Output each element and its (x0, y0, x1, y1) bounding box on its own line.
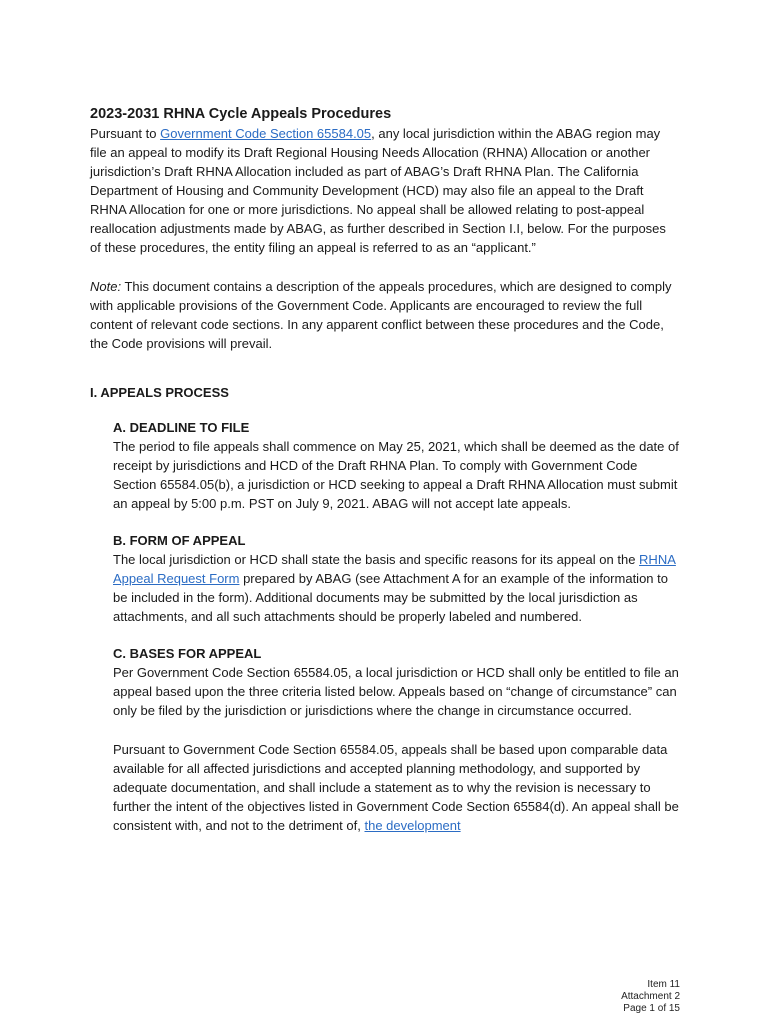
bases-text-start: Pursuant to Government Code Section 65584.05, appeals shall be based upon comparable data available for all affected jurisdictions and accepted planning methodology, and supported by adequate documentation, and shall include a statement as to why the revision is necessary to further the intent of the objectives listed in Government Code Section 65584(d). An appeal shall be consistent with, and not to the detriment of, (113, 742, 679, 833)
page-title: 2023-2031 RHNA Cycle Appeals Procedures (90, 106, 392, 122)
page-footer (621, 979, 680, 1015)
intro-text-start: Pursuant to (90, 126, 161, 141)
government-code-link[interactable]: Government Code Section 65584.05 (160, 126, 372, 141)
note-label: Note: (90, 279, 122, 294)
section-appeals-process (113, 418, 680, 835)
footer-item: Item 11 (647, 979, 680, 990)
form-text-rest: prepared by ABAG (see Attachment A for an example of the information to be included in the form). Additional documents may be submitted by the local jurisdiction as attachments, and all such attachments should be properly labeled and numbered. (113, 571, 668, 624)
note-paragraph (90, 277, 680, 353)
footer-page-number: Page 1 of 15 (623, 1003, 680, 1014)
footer-attachment: Attachment 2 (621, 991, 680, 1002)
deadline-paragraph: The period to file appeals shall commence on May 25, 2021, which shall be deemed as the date of receipt by jurisdictions and HCD of the Draft RHNA Plan. To comply with Government Code Section 65584.05(b), a jurisdiction or HCD seeking to appeal a Draft RHNA Allocation must submit an appeal by 5:00 p.m. PST on July 9, 2021. ABAG will not accept late appeals. (113, 439, 679, 511)
note-text: This document contains a description of the appeals procedures, which are designed to comply with applicable provisions of the Government Code. Applicants are encouraged to review the full content of relevant code sections. In any apparent conflict between these procedures and the Code, the Code provisions will prevail. (90, 279, 672, 351)
subsection-heading-deadline: A. DEADLINE TO FILE (113, 420, 250, 435)
document-body (90, 104, 680, 835)
form-text-start: The local jurisdiction or HCD shall state the basis and specific reasons for its appeal on the (113, 552, 640, 567)
development-link[interactable]: the development (364, 818, 461, 833)
intro-paragraph (90, 124, 680, 257)
subsection-heading-form: B. FORM OF APPEAL (113, 533, 246, 548)
appeal-request-form-link[interactable]: RHNA Appeal Request Form (113, 552, 676, 586)
bases-paragraph-1: Per Government Code Section 65584.05, a local jurisdiction or HCD shall only be entitled to file an appeal based upon the three criteria listed below. Appeals based on “change of circumstance” can only be filed by the jurisdiction or jurisdictions where the change in circumstance occurred. (113, 665, 679, 718)
subsection-heading-bases: C. BASES FOR APPEAL (113, 646, 262, 661)
form-paragraph (113, 550, 680, 626)
section-heading-appeals-process: I. APPEALS PROCESS (90, 385, 229, 400)
bases-paragraph-2 (113, 740, 680, 835)
intro-text-rest: , any local jurisdiction within the ABAG region may file an appeal to modify its Draft Regional Housing Needs Allocation (RHNA) Allocation or another jurisdiction’s Draft RHNA Allocation included as part of ABAG’s Draft RHNA Plan. The California Department of Housing and Community Development (HCD) may also file an appeal to the Draft RHNA Allocation for one or more jurisdictions. No appeal shall be allowed relating to post-appeal reallocation adjustments made by ABAG, as further described in Section I.I, below. For the purposes of these procedures, the entity filing an appeal is referred to as an “applicant.” (90, 126, 666, 255)
